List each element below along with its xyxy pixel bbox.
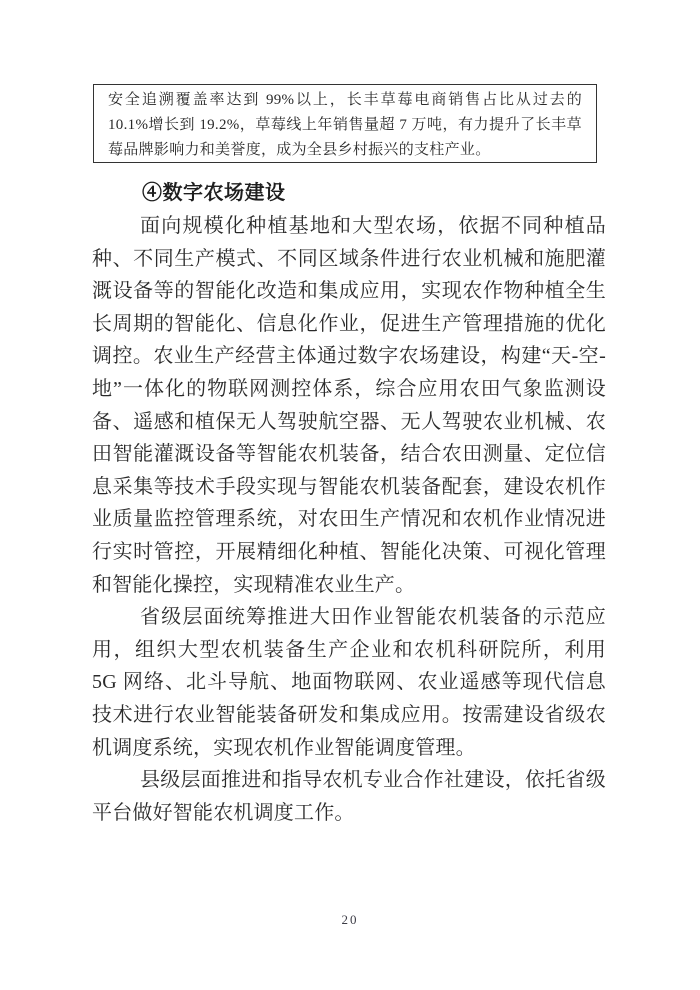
paragraph-county-level: 县级层面推进和指导农机专业合作社建设，依托省级平台做好智能农机调度工作。 [92, 769, 606, 824]
paragraph-province-level: 省级层面统筹推进大田作业智能农机装备的示范应用，组织大型农机装备生产企业和农机科研院所，利用 5G 网络、北斗导航、地面物联网、农业遥感等现代信息技术进行农业智能装备研发和集成应用。按需建设省级农机调度系统，实现农机作业智能调度管理。 [92, 606, 606, 759]
section-heading: ④数字农场建设 [142, 182, 286, 204]
section-content [92, 176, 606, 829]
callout-box [93, 84, 597, 163]
callout-text: 安全追溯覆盖率达到 99%以上，长丰草莓电商销售占比从过去的 10.1%增长到 19.2%，草莓线上年销售量超 7 万吨，有力提升了长丰草莓品牌影响力和美誉度，成为全县乡村振兴的支柱产业。 [108, 92, 582, 158]
page-number: 20 [341, 912, 359, 927]
paragraph-digital-farm-intro: 面向规模化种植基地和大型农场，依据不同种植品种、不同生产模式、不同区域条件进行农业机械和施肥灌溉设备等的智能化改造和集成应用，实现农作物种植全生长周期的智能化、信息化作业，促进生产管理措施的优化调控。农业生产经营主体通过数字农场建设，构建“天-空-地”一体化的物联网测控体系，综合应用农田气象监测设备、遥感和植保无人驾驶航空器、无人驾驶农业机械、农田智能灌溉设备等智能农机装备，结合农田测量、定位信息采集等技术手段实现与智能农机装备配套，建设农机作业质量监控管理系统，对农田生产情况和农机作业情况进行实时管控，开展精细化种植、智能化决策、可视化管理和智能化操控，实现精准农业生产。 [92, 215, 606, 596]
